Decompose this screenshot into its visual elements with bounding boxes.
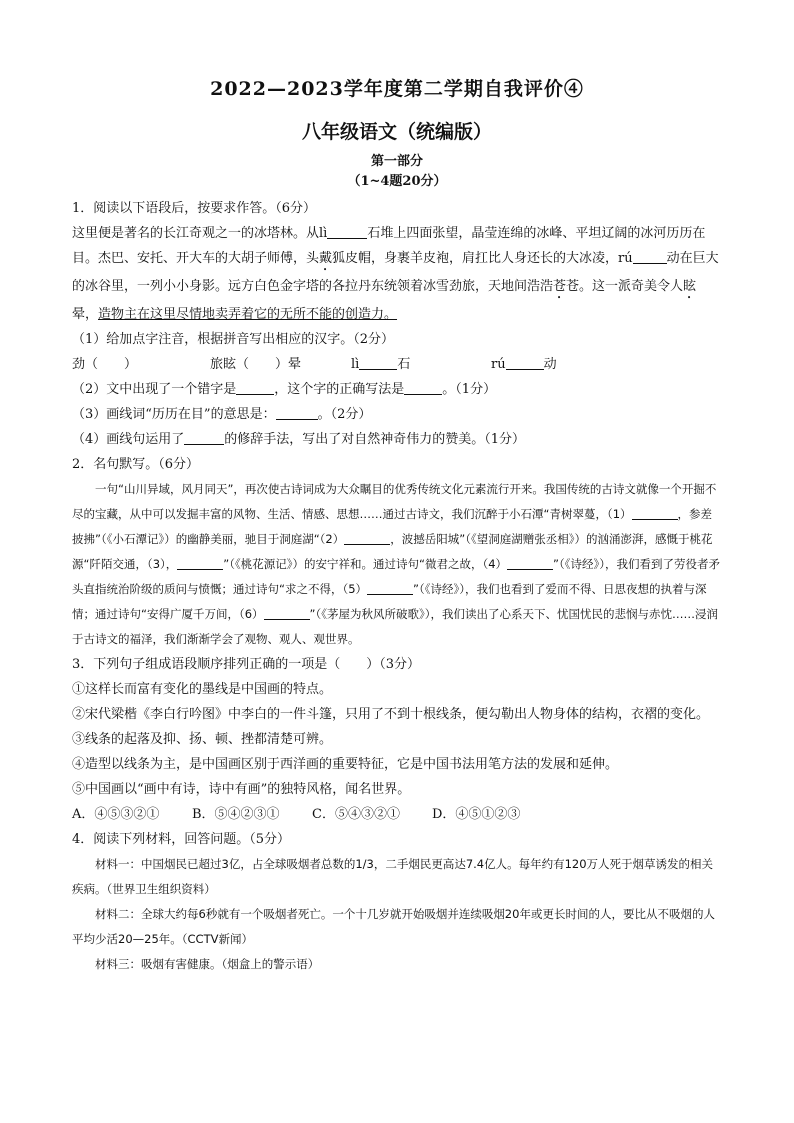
sentence-item: ④造型以线条为主，是中国画区别于西洋画的重要特征，它是中国书法用笔方法的发展和延伸。	[72, 757, 619, 772]
material-2: 材料二：全球大约每6秒就有一个吸烟者死亡。一个十几岁就开始吸烟并连续吸烟20年或更长时间的人，要比从不吸烟的人平均少活20—25年。（CCTV新闻）	[72, 907, 715, 946]
dotted-char: 苍	[553, 279, 567, 294]
part-heading: 第一部分	[370, 154, 423, 169]
exam-subtitle: 八年级语文（统编版）	[301, 121, 492, 143]
recitation-blank-5[interactable]	[367, 580, 413, 595]
question-1-sub-2: （2）文中出现了一个错字是 ，这个字的正确写法是 。（1分）	[72, 382, 497, 397]
pinyin-blank-ru[interactable]	[633, 249, 667, 264]
question-2-stem: 2．名句默写。（6分）	[72, 457, 200, 472]
recitation-blank-1[interactable]	[632, 505, 678, 520]
recitation-blank-4[interactable]	[507, 555, 553, 570]
sentence-item: ①这样长而富有变化的墨线是中国画的特点。	[72, 682, 333, 697]
question-1-passage: 这里便是著名的长江奇观之一的冰塔林。从lì 石堆上四面张望，晶莹连绵的冰峰、平坦辽阔的冰河历历在目。杰巴、安托、开大车的大胡子师傅，头戴狐皮帽，身裹羊皮袍，肩扛比人身还长的大冰凌，rú 动在巨大的冰谷里，一列小小身影。远方白色金字塔的各拉丹东统领着冰雪劲旅，天地间浩浩苍苍。这一派奇美令人眩晕，造物主在这里尽情地卖弄着它的无所不能的创造力。	[72, 226, 719, 322]
material-3: 材料三：吸烟有害健康。（烟盒上的警示语）	[95, 957, 320, 971]
exam-page	[72, 70, 722, 977]
option-b[interactable]: B．⑤④②③①	[192, 807, 280, 822]
option-c[interactable]: C．⑤④③②①	[312, 807, 400, 822]
option-a[interactable]: A．④⑤③②①	[72, 807, 160, 822]
option-d[interactable]: D．④⑤①②③	[432, 807, 521, 822]
wrong-char-blank[interactable]	[236, 380, 274, 395]
rhetoric-blank[interactable]	[184, 430, 224, 445]
recitation-blank-3[interactable]	[177, 555, 223, 570]
sentence-item: ⑤中国画以“画中有诗，诗中有画”的独特风格，闻名世界。	[72, 782, 411, 797]
question-3-options	[72, 802, 722, 827]
char-blank-ru[interactable]	[506, 355, 544, 370]
sentence-item: ②宋代梁楷《李白行吟图》中李白的一件斗篷，只用了不到十根线条，便勾勒出人物身体的结构，衣褶的变化。	[72, 707, 710, 722]
question-1-sub-3: （3）画线词“历历在目”的意思是： 。（2分）	[72, 407, 372, 422]
question-4-stem: 4．阅读下列材料，回答问题。（5分）	[72, 832, 291, 847]
pinyin-blank-li[interactable]	[327, 224, 367, 239]
question-1-sub-4: （4）画线句运用了 的修辞手法，写出了对自然神奇伟力的赞美。（1分）	[72, 432, 526, 447]
question-1-stem: 1．阅读以下语段后，按要求作答。（6分）	[72, 201, 317, 216]
material-1: 材料一：中国烟民已超过3亿，占全球吸烟者总数的1/3，二手烟民更高达7.4亿人。每年约有120万人死于烟草诱发的相关疾病。（世界卫生组织资料）	[72, 857, 714, 896]
underlined-sentence: 造物主在这里尽情地卖弄着它的无所不能的创造力。	[98, 307, 398, 322]
exam-title: 2022—2023学年度第二学期自我评价④	[210, 78, 584, 100]
part-range: （1~4题20分）	[347, 174, 447, 189]
question-3-stem: 3．下列句子组成语段顺序排列正确的一项是（ ）（3分）	[72, 657, 421, 672]
char-blank-li[interactable]	[359, 355, 397, 370]
dotted-char: 眩	[683, 279, 697, 294]
recitation-blank-6[interactable]	[264, 605, 310, 620]
dotted-char: 戴	[319, 251, 333, 266]
question-1-sub-1: （1）给加点字注音，根据拼音写出相应的汉字。（2分）	[72, 332, 395, 347]
question-1-sub-1-answers: 劲（ ） 旅眩（ ）晕 lì 石 rú 动	[72, 357, 557, 372]
sentence-item: ③线条的起落及抑、扬、顿、挫都清楚可辨。	[72, 732, 333, 747]
meaning-blank[interactable]	[276, 405, 318, 420]
question-2-passage: 一句“山川异域，风月同天”，再次使古诗词成为大众瞩目的优秀传统文化元素流行开来。我国传统的古诗文就像一个开掘不尽的宝藏，从中可以发掘丰富的风物、生活、情感、思想……通过古诗文，我们沉醉于小石潭“青树翠蔓，（1） ，参差披拂”（《小石潭记》）的幽静美丽，驰目于洞庭湖“（2） ，波撼岳阳城”（《望洞庭湖赠张丞相》）的汹涌澎湃，感慨于桃花源“阡陌交通，（3）， ”（《桃花源记》）的安宁祥和。通过诗句“微君之故，（4） ”（《诗经》），我们看到了劳役者矛头直指统治阶级的质问与愤慨；通过诗句“求之不得，（5） ”（《诗经》），我们也看到了爱而不得、日思夜想的执着与深情；通过诗句“安得广厦千万间，（6） ”（《茅屋为秋风所破歌》），我们读出了心系天下、忧国忧民的悲悯与赤忱……浸润于古诗文的福泽，我们渐渐学会了观物、观人、观世界。	[72, 482, 720, 646]
correct-char-blank[interactable]	[404, 380, 442, 395]
recitation-blank-2[interactable]	[344, 530, 390, 545]
